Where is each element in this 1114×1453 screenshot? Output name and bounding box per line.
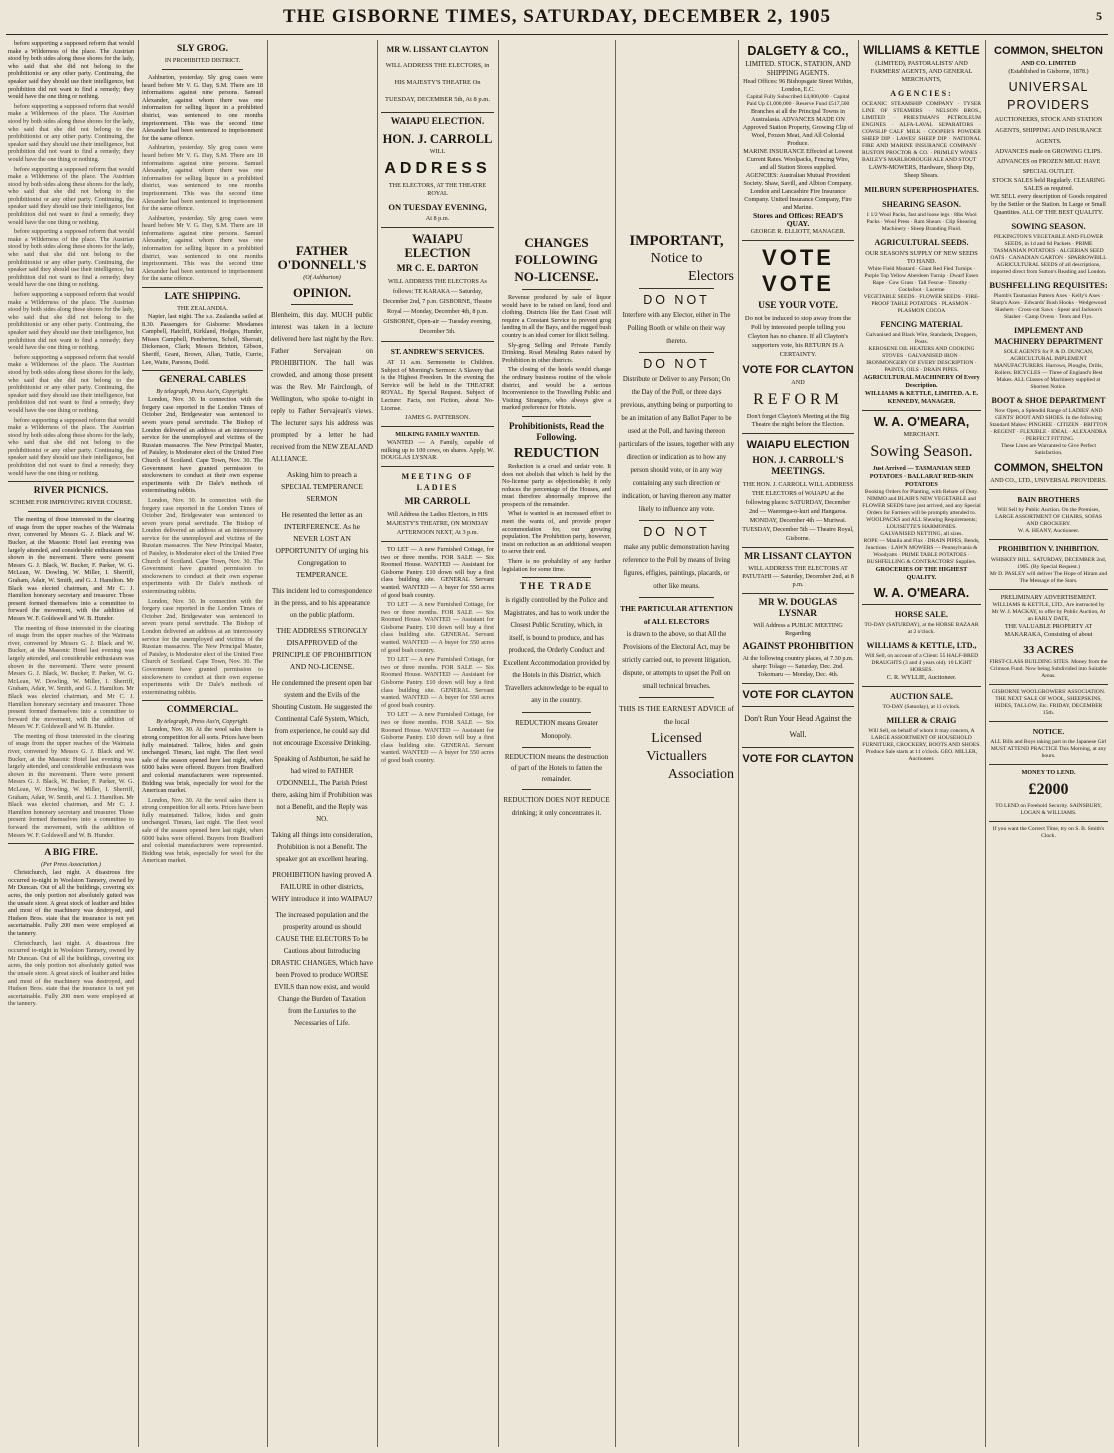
column-divider (267, 40, 268, 1447)
warranted: These Lines are Warranted to Give Perfect Satisfaction. (1000, 443, 1097, 456)
darton-heading: MR C. E. DARTON (396, 264, 479, 274)
divider (142, 370, 263, 371)
headline-opinion: OPINION. (293, 286, 351, 300)
sowing-season: Sowing Season. (870, 443, 973, 460)
carroll-meetings-body: THE HON. J. CARROLL WILL ADDRESS THE ELECTORS of WAIAPU at the following places: SATURDAY, December 2nd — Waerenga-o-kuri and Hangaroa. MONDAY, December 4th — Muriwai. TUESDAY, December 5th — Theatre Royal, Gisborne. (742, 481, 854, 542)
subhead: THE ZEALANDIA. (177, 305, 228, 313)
divider (742, 547, 854, 548)
waiapu-election: WAIAPU ELECTION (746, 439, 850, 451)
williams-kettle-sub: (LIMITED), PASTORALISTS' AND FARMERS' AGENTS, AND GENERAL MERCHANTS, (870, 60, 973, 83)
dalgety-agencies: AGENCIES: Australian Mutual Provident Society. Shaw, Savill, and Albion Company. London and Lancashire Fire Insurance Company. United Insurance Company, Fire and Marine. (743, 172, 853, 211)
lysnar-heading: MR W. DOUGLAS LYSNAR (758, 598, 838, 619)
divider (742, 747, 854, 748)
article-body: London, Nov. 30. At the wool sales there is strong competition for all sorts. Prices have been fully maintained. Tallow, hides and grain unchanged. Timaru, last night. The fleet wool sale of the season opened here last night, when 6000 bales were offered. Buyers from Bradford and colonial manufacturers were represented. Bidding was brisk, especially for wool for the American market. (142, 796, 263, 865)
meeting-ladies-heading: MEETING OF LADIES (401, 471, 474, 492)
divider (381, 112, 494, 113)
st-andrews-heading: ST. ANDREW'S SERVICES. (390, 347, 485, 356)
vote-for-clayton: VOTE FOR CLAYTON (742, 689, 854, 701)
page-number: 5 (1096, 9, 1102, 23)
against-prohibition: AGAINST PROHIBITION (742, 642, 854, 652)
article-body: There is no probability of any further legislation for some time. (502, 558, 611, 573)
dalgety-branches: Branches at all the Principal Towns in Australasia. ADVANCES MADE ON Approved Station Property, Growing Clip of Wool, Frozen Meat, And All Colonial Produce. (742, 108, 854, 147)
prohibition-inhibition: PROHIBITION V. INHIBITION. (998, 545, 1099, 553)
sowing-season: SOWING SEASON. (1011, 221, 1086, 231)
use-your-vote: USE YOUR VOTE. (758, 301, 838, 311)
omeara-heading: W. A. O'MEARA, (873, 415, 970, 429)
just-arrived: Just Arrived — TASMANIAN SEED POTATOES · BALLARAT RED-SKIN POTATOES (869, 465, 974, 488)
column-divider (498, 40, 499, 1447)
agencies-heading: AGENCIES: (890, 89, 953, 98)
common-shelton-sign: COMMON, SHELTON (994, 462, 1103, 474)
article-body: This incident led to correspondence in the press, and to his appearance on the public platform. (272, 587, 372, 619)
article-continuation: before supporting a supposed reform that would make a Wilderness of the place. The Austrian stood by both sides along these shores for the lady, who said that she did not belong to the prohibitionist or any other party. Continuing, the speaker said they should use their intelligence, but prohibition did not want to find a remedy; they would have the one thing or nothing. (8, 291, 134, 352)
article-body: London, Nov. 30. In connection with the forgery case reported in the London Times of October 2nd, Bridgewater was sentenced to seven years penal servitude. The Bishop of London delivered an address at an intercessory service for the unemployed and victims of the Russian massacres. The New Principal Master, of Paisley, is Moderator elect of the United Free Church of Scotland. Cape Town, Nov. 30. The Government have granted permission to stockowners to conduct at their own expense experiments with Dr Dale's methods of exterminating rabbits. (142, 597, 263, 696)
trade-body: is rigidly controlled by the Police and Magistrates, and has to work under the Closest Public Scrutiny, which, in itself, is bound to produce, and has produced, the Orderly Conduct and Excellent Accommodation provided by the Hotels in this District, which Travellers acknowledge to be equal to any in the country. (503, 597, 610, 705)
woolpacks: WOOLPACKS and ALL Shearing Requirements; LOUISETTE'S HARMONIES. (866, 517, 977, 530)
lissant-clayton-body: WILL ADDRESS THE ELECTORS AT PATUTAHI — Saturday, December 2nd, at 8 p.m. (742, 565, 854, 588)
dalgety-heading: DALGETY & CO., (747, 44, 849, 58)
divider (742, 240, 854, 241)
divider (989, 764, 1108, 765)
agricultural-seeds: AGRICULTURAL SEEDS. (874, 238, 969, 247)
established: (Established in Gisborne, 1878.) (1008, 68, 1089, 75)
foot-note: If you want the Correct Time, try on S. B. Smith's Clock. (992, 826, 1105, 839)
article-body: London, Nov. 30. In connection with the forgery case reported in the London Times of October 2nd, Bridgewater was sentenced to seven years penal servitude. The Bishop of London delivered an address at an intercessory service for the unemployed and victims of the Russian massacres. The New Principal Master, of Paisley, is Moderator elect of the United Free Church of Scotland. Cape Town, Nov. 30. The Government have granted permission to stockowners to conduct at their own expense experiments with Dr Dale's methods of exterminating rabbits. (142, 396, 263, 495)
advances: ADVANCES made on GROWING CLIPS. ADVANCES on FROZEN MEAT. HAVE SPECIAL OUTLET. (995, 148, 1102, 175)
horse-sale: HORSE SALE. (895, 610, 948, 619)
acres: 33 ACRES (1023, 644, 1074, 656)
article-body: The increased population and the prosperity around us should CAUSE THE ELECTORS To be Cautious about Introducing DRASTIC CHANGES, Which have been Proved to produce WORSE EVILS than now exist, and would Change the Burden of Taxation from the Luxuries to the Necessaries of Life. (271, 911, 373, 1027)
williams-kettle-sign: WILLIAMS & KETTLE, LIMITED. A. E. KENNEDY, MANAGER. (864, 390, 979, 405)
subhead: By telegraph, Press Ass'n, Copyright. (156, 388, 249, 396)
highlight-sermon: Asking him to preach a SPECIAL TEMPERANCE SERMON (281, 470, 363, 503)
common-shelton-sign-sub: AND CO., LTD., UNIVERSAL PROVIDERS. (990, 477, 1107, 484)
highlight-failure: PROHIBITION having proved A FAILURE in other districts, WHY introduce it into WAIPAU? (271, 870, 373, 903)
electors: Electors (688, 269, 734, 284)
article-continuation: before supporting a supposed reform that would make a Wilderness of the place. The Austrian stood by both sides along these shores for the lady, who said that she did not belong to the prohibitionist or any other party. Continuing, the speaker said they should use their intelligence, but prohibition did not want to find a remedy; they would have the one thing or nothing. (8, 102, 134, 163)
notice-to: Notice to (650, 251, 703, 266)
reform-heading: REFORM (753, 391, 843, 408)
milking-heading: MILKING FAMILY WANTED. (395, 431, 480, 439)
article-intro: before supporting a supposed reform that would make a Wilderness of the place. The Austrian stood by both sides along these shores for the lady, who said that she did not belong to the prohibitionist or any other party. Continuing, the speaker said they should use their intelligence, but prohibition did not want to find a remedy; they would have the one thing or nothing. (8, 40, 134, 101)
divider (142, 700, 263, 701)
victuallers: Victuallers (646, 749, 707, 764)
bushfelling: BUSHFELLING REQUISITES: (989, 280, 1108, 290)
sowing-body: Booking Orders for Planting, with Rebate of Duty. NIMMO and BLAIR'S NEW VEGETABLE and FLOWER SEEDS have just arrived, and any Special Orders for Farmers will be promptly attended to. (862, 489, 981, 516)
carroll-date: ON TUESDAY EVENING, (388, 202, 487, 212)
divider (381, 426, 494, 427)
divider (291, 304, 353, 305)
licensed: Licensed (651, 731, 702, 746)
carroll-will: WILL (429, 148, 446, 155)
divider (381, 341, 494, 342)
do-not-body: Distribute or Deliver to any Person; On the Day of the Poll, or three days previous, anything being or purporting to be an imitation of any Ballot Paper to be used at the Poll, and having thereon particulars of the issues, together with any direction or indication as to how any person should vote, or in any way containing any such direction or indication, or having thereon any matter likely to influence any vote. (619, 376, 734, 513)
article-body: Christchurch, last night. A disastrous fire occurred to-night in Woolston Tannery, owned by Mr Duncan. Out of all the buildings, covering six acres, the only portion not absolutely gutted was the unsafe store. A great stock of leather and hides and most of the machinery was destroyed, and Hudson Bros. state that the insurance is not yet ascertainable. Fully 200 men were employed at the tannery. (8, 939, 134, 1008)
goods-list: ROPE — Manila and Flax · DRAIN PIPES, Bends, Junctions · LAWN MOWERS — Pennsylvania & Woodyatts · PRIME TABLE POTATOES · BUSHFELLING & CONTRACTORS' Supplies. (863, 538, 980, 565)
article-body: Revenue produced by sale of liquor would have to be raised on land, food and clothing. Districts like the East Coast will require a Constant Service to prevent grog landing in all the Bays, and the rugged bush country is an ideal corner for illicit Selling. (502, 294, 611, 339)
patterson: JAMES G. PATTERSON. (405, 414, 470, 422)
article-body: The closing of the hotels would change the ordinary business routine of the whole district, and would be a serious Inconvenience to the Travelling Public and Visiting Strangers, who always give a marked preference for Hotels. (502, 366, 611, 412)
column-7 (742, 40, 854, 1447)
headline-general-cables: GENERAL CABLES (159, 375, 246, 386)
classified-ads: TO LET — A new Furnished Cottage, for two or three months. FOR SALE — Six Roomed House. WANTED — Assistant for Gisborne Pantry. £10 down will buy a first class building site. GENERAL Servant wanted. WANTED — A buyer for 550 acres of good bush country. (381, 656, 494, 709)
column-divider (985, 40, 986, 1447)
particular-body: is drawn to the above, so that All the Provisions of the Electoral Act, may be strictly carried out, to prevent litigation, dispute, or attempts to upset the Poll on small technical breaches. (622, 631, 731, 690)
subhead: IN PROHIBITED DISTRICT. (164, 57, 241, 64)
vote-for-clayton: VOTE FOR CLAYTON (742, 753, 854, 765)
dalgety-capital: Capital Fully Subscribed £4,000,000 · Capital Paid Up £1,000,000 · Reserve Fund £517,500 (746, 94, 850, 107)
article-body: Ashburton, yesterday. Sly grog cases were heard before Mr V. G. Day, S.M. There are 18 informations against nine persons. Samuel Alexander, against whom there was one information for selling liquor in a prohibited district, was sentenced to one months imprisonment. This was the second time Alexander had been sentenced to imprisonment for the same offence. (142, 144, 263, 213)
mr-carroll-heading: MR CARROLL (404, 496, 471, 507)
bushfelling-body: Plumb's Tasmanian Pattern Axes · Kelly's Axes · Sharp's Axes · Edwards' Bush Hooks · Wedgewood Slashers · Cross-cut Saws · Spear and Jackson's Slasher · Camp Ovens · Tents and Flys. (990, 293, 1107, 320)
dont-run-head: Don't Run Your Head Against the Wall. (744, 714, 852, 739)
masthead (0, 0, 1114, 34)
divider (639, 520, 714, 521)
divider (522, 747, 591, 748)
st-andrews-body: AT 11 a.m. Sermonette to Children. Subject of Morning's Sermon: A Slavery that is the Highest Freedom. In the evening the Service will be held in the THEATRE ROYAL. By Special Request. Subject of Lecture: Facts, not Fiction, about No-License. (381, 359, 494, 412)
mr-carroll-body: Will Address the Ladies Electors, in HIS MAJESTY'S THEATRE, ON MONDAY AFTERNOON NEXT, At 3 p.m. (386, 510, 489, 536)
boot-body: Now Open, a Splendid Range of LADIES' AND GENTS' BOOT AND SHOES. In the following Standard Makes: PINGREE · CITIZEN · BRITTON · REGENT · FLEXIBLE · IDEAL · ALEXANDRA · PERFECT FITTING. (989, 408, 1108, 442)
common-shelton-sub: AND CO. LIMITED (1021, 60, 1076, 67)
dalgety-office: Head Offices: 96 Bishopsgate Street Within, London, E.C. (743, 78, 853, 93)
lawnmowers: LAWN-MOWERS, Hardware, Sheep Dip, Sheep Shears. (868, 164, 975, 179)
elliott: GEORGE R. ELLIOTT, MANAGER. (750, 228, 846, 235)
divider (989, 721, 1108, 722)
bain-body: Will Sell by Public Auction. On the Premises, LARGE ASSORTMENT OF CHAIRS, SOFAS AND CROCKERY. (995, 507, 1102, 527)
article-body: Ashburton, yesterday. Sly grog cases were heard before Mr V. G. Day, S.M. There are 18 informations against nine persons. Samuel Alexander, against whom there was one information for selling liquor in a prohibited district, was sentenced to one months imprisonment. This was the second time Alexander had been sentenced to imprisonment for the same offence. (142, 74, 263, 142)
auction-body: TO-DAY (Saturday), at 11 o'clock. (882, 704, 961, 710)
divider (862, 604, 981, 605)
dalgety-marine: MARINE INSURANCE Effected at Lowest Current Rates. Woolpacks, Fencing Wire, and all Station Stores supplied. (743, 148, 853, 171)
classified-ads: TO LET — A new Furnished Cottage, for two or three months. FOR SALE — Six Roomed House. WANTED — Assistant for Gisborne Pantry. £10 down will buy a first class building site. GENERAL Servant wanted. WANTED — A buyer for 550 acres of good bush country. (381, 601, 494, 654)
groceries: GROCERIES OF THE HIGHEST QUALITY. (875, 566, 968, 581)
miller-tail: Produce Sale starts at 11 o'clock. GEO. MILLER, Auctioneer. (865, 749, 978, 762)
lissant-clayton-heading: MR LISSANT CLAYTON (744, 552, 852, 562)
prohibitionists-heading: Prohibitionists, Read the Following. (508, 420, 605, 442)
vote-vote-heading: VOTE VOTE (762, 245, 834, 296)
article-body: What is wanted is an increased effort to meet the wants of, and provide proper accommodation for, our growing population. The Prohibition party, however, insist on reduction as an additional weapon to serve their end. (502, 510, 611, 556)
article-body: London, Nov. 30. At the wool sales there is strong competition for all sorts. Prices have been fully maintained. Tallow, hides and grain unchanged. Timaru, last night. The fleet wool sale of the season opened here last night, when 6000 bales were offered. Buyers from Bradford and colonial manufacturers were represented. Bidding was brisk, especially for wool for the American market. (142, 726, 263, 795)
pv-body: WHISKEY BILL. SATURDAY, DECEMBER 2nd, 1905. (By Special Request.) (990, 557, 1107, 570)
do-not-heading: DO NOT (643, 293, 710, 307)
column-divider (377, 40, 378, 1447)
darton-body: WILL ADDRESS THE ELECTORS As follows: TE KARAKA — Saturday, December 2nd, 7 p.m. GISBORNE, Theatre Royal — Monday, December 4th, 8 p.m. GISBORNE, Open-air — Tuesday evening, December 5th. (382, 278, 493, 335)
divider (989, 489, 1108, 490)
article-body: Ashburton, yesterday. Sly grog cases were heard before Mr V. G. Day, S.M. There are 18 informations against nine persons. Samuel Alexander, against whom there was one information for selling liquor in a prohibited district, was sentenced to one months imprisonment. This was the second time Alexander had been sentenced to imprisonment for the same offence. (142, 214, 263, 283)
carroll-heading: HON. J. CARROLL (382, 132, 493, 146)
notice: NOTICE. (1032, 727, 1065, 736)
subhead: By telegraph, Press Ass'n, Copyright. (156, 718, 249, 726)
omeara-sign: W. A. O'MEARA. (873, 586, 970, 600)
seeds-list: White Field Mustard · Giant Red Fled Turnips · Purple Top Yellow Aberdeen Turnip · Dwarf Essex Rape · Cow Grass · Tall Fescue · Timothy · Cocksfoot · Lucerne (864, 266, 979, 293)
article-body: Speaking of Ashburton, he said he had wired to FATHER O'DONNELL, The Parish Priest there, asking him if Prohibition was not a Benefit, and the Reply was NO. (271, 755, 373, 823)
headline-commercial: COMMERCIAL. (166, 705, 239, 716)
amount: £2000 (1028, 781, 1069, 798)
auction-sale: AUCTION SALE. (890, 692, 953, 701)
masthead-title: THE GISBORNE TIMES, SATURDAY, DECEMBER 2, 1905 (282, 6, 832, 27)
column-divider (858, 40, 859, 1447)
acres-body: FIRST-CLASS BUILDING SITES. Money from the Crimson Fund. Now being Subdivided into Suitable Areas. (989, 659, 1108, 679)
do-not-heading: DO NOT (643, 525, 710, 539)
headline-father-odonnell: FATHER O'DONNELL'S (277, 243, 367, 272)
highlight-interference: He resented the letter as an INTERFERENCE. As he NEVER LOST AN OPPORTUNITY Of urging his Congregation to TEMPERANCE. (275, 510, 369, 579)
column-8 (862, 40, 981, 1447)
bain-tail: W. A. HEANY, Auctioneer. (1017, 528, 1080, 534)
lissant-clayton-heading: MR W. LISSANT CLAYTON (386, 45, 489, 54)
divider (28, 511, 114, 512)
subhead: (Of Ashburton) (303, 274, 341, 281)
divider (8, 843, 134, 844)
agri-seeds: AGRICULTURAL SEEDS of all descriptions, imported direct from Sutton's Reading and London. (990, 262, 1107, 275)
shearing-season: SHEARING SEASON. (882, 200, 961, 209)
prelim-body: WILLIAMS & KETTLE, LTD., Are instructed by Mr W. J. MACKAY, to offer by Public Auction, At an EARLY DATE, (991, 602, 1106, 622)
horse-body: Will Sell, on account of a Client: 55 HALF-BRED DRAUGHTS (3 and 4 years old). 10 LIGHT HORSES. (864, 653, 979, 673)
association: Association (667, 767, 734, 782)
divider (522, 789, 591, 790)
article-continuation: before supporting a supposed reform that would make a Wilderness of the place. The Austrian stood by both sides along these shores for the lady, who said that she did not belong to the prohibitionist or any other party. Continuing, the speaker said they should use their intelligence, but prohibition did not want to find a remedy; they would have the one thing or nothing. (8, 228, 134, 289)
particular-attention: THE PARTICULAR ATTENTION of ALL ELECTORS (620, 604, 733, 626)
article-body: Taking all things into consideration, Prohibition is not a Benefit. The speaker got an excellent hearing. (271, 831, 373, 863)
column-5 (502, 40, 611, 1447)
common-shelton-heading: COMMON, SHELTON (994, 45, 1103, 57)
and-word: AND (791, 379, 805, 386)
divider (742, 706, 854, 707)
changes-headline: CHANGES FOLLOWING NO-LICENSE. (514, 235, 599, 284)
omeara-merchant: MERCHANT. (903, 431, 940, 438)
money-to-lend: MONEY TO LEND. (1021, 769, 1076, 776)
column-1 (8, 40, 134, 1447)
divider (989, 539, 1108, 540)
column-9 (989, 40, 1108, 1447)
we-sell: WE SELL every description of Goods required by the Settler or the Station. In Large or Small Quantities. ALL OF THE BEST QUALITY. (990, 193, 1107, 216)
divider (742, 433, 854, 434)
divider (522, 712, 591, 713)
reads-quay: Stores and Offices: READ'S QUAY. (752, 211, 844, 228)
vote-for-clayton: VOTE FOR CLAYTON (742, 364, 854, 376)
agri-sub: OUR SEASON'S SUPPLY OF NEW SEEDS TO HAND. (865, 250, 978, 265)
pv-lecture: Mr D. PASLEY will deliver The Hope of Hiram and The Message of the Stars. (989, 571, 1108, 584)
reduction-destruction: REDUCTION means the destruction of part of the Hotels to fatten the remainder. (504, 752, 609, 783)
waiapu-election-heading: WAIAPU ELECTION (404, 232, 471, 260)
divider (522, 577, 591, 578)
column-4 (381, 40, 494, 1447)
divider (742, 683, 854, 684)
agencies-list: OCEANIC STEAMSHIP COMPANY · TYSER LINE OF STEAMERS · NELSON BROS., LIMITED · PRIESTMAN'S PETROLEUM ENGINES · ALFA-LAVAL SEPARATORS · COWSLIP CALF MILK · COOPER'S POWDER SHEEP DIP · LAWES' SHEEP DIP · NATIONAL FIRE AND MARINE INSURANCE COMPANY · RUSTON PROCTOR & CO. · PRIMLEY WINES · BAILEY'S MARLBOROUGH ALE AND STOUT (862, 101, 981, 163)
earnest-advice: THIS IS THE EARNEST ADVICE of the local (619, 704, 734, 726)
divider (639, 597, 714, 598)
next-sale: GISBORNE WOOLGROWERS' ASSOCIATION. THE NEXT SALE OF WOOL, SHEEPSKINS, HIDES, TALLOW, Etc. FRIDAY, DECEMBER 15th. (991, 689, 1106, 716)
trade-heading: THE TRADE (519, 582, 594, 593)
divider (639, 697, 714, 698)
implement-dept: IMPLEMENT AND MACHINERY DEPARTMENT (994, 326, 1103, 346)
article-body: London, Nov. 30. In connection with the forgery case reported in the London Times of October 2nd, Bridgewater was sentenced to seven years penal servitude. The Bishop of London delivered an address at an intercessory service for the unemployed and victims of the Russian massacres. The New Principal Master, of Paisley, is Moderator elect of the United Free Church of Scotland. Cape Town, Nov. 30. The Government have granted permission to stockowners to conduct at their own expense experiments with Dr Dale's methods of exterminating rabbits. (142, 496, 263, 596)
do-not-body: Interfere with any Elector, either in The Polling Booth or while on their way thereto. (622, 312, 731, 345)
column-2 (142, 40, 263, 1447)
use-vote-body: Do not be induced to stop away from the Poll by interested people telling you Clayton has no chance. If all Clayton's supporters vote, his RETURN IS A CERTAINTY. (744, 315, 852, 358)
milburn: MILBURN SUPERPHOSPHATES. (864, 185, 979, 194)
headline-river-picnics: RIVER PICNICS. (33, 486, 109, 497)
article-body: Reduction is a cruel and unfair vote. It does not abolish that which is held by the No-license party as objectionable; it only reduces the percentage of the Houses, and must therefore abnormally improve the prospects of the remainder. (502, 462, 611, 508)
williams-kettle-heading: WILLIAMS & KETTLE (863, 45, 980, 57)
dalgety-sub: LIMITED. STOCK, STATION, AND SHIPPING AGENTS. (745, 60, 851, 77)
headline-big-fire: A BIG FIRE. (44, 848, 98, 859)
divider (989, 821, 1108, 822)
fencing-heading: FENCING MATERIAL (880, 320, 963, 329)
highlight-disapproved: THE ADDRESS STRONGLY DISAPPROVED of the PRINCIPLE OF PROHIBITION AND NO-LICENSE. (272, 626, 372, 671)
divider (381, 227, 494, 228)
miller-craig: MILLER & CRAIG (886, 716, 957, 725)
column-divider (738, 40, 739, 1447)
boot-shoe-dept: BOOT & SHOE DEPARTMENT (991, 396, 1106, 405)
article-body: Blenheim, this day. MUCH public interest was taken in a lecture delivered here last night by the Rev. Father Servajean on PROHIBITION. The hall was crowded, and among those present was the Rev. Mr Fairclough, of Wellington, who spoke to-night in reply to Father Servajean's views. The lecturer says his address was prompted by a letter he had received from the NEW ZEALAND ALLIANCE. (271, 311, 373, 463)
money-body: TO LEND on Freehold Security. SAINSBURY, LOGAN & WILLIAMS. (995, 803, 1102, 816)
column-divider (138, 40, 139, 1447)
universal: UNIVERSAL (1008, 80, 1089, 94)
classified-ad: WANTED — A Family, capable of milking up to 100 cows, on shares. Apply, W. DOUGLAS LYSNAR. (381, 439, 494, 462)
divider (381, 466, 494, 467)
fencing-body: Galvanised and Black Wire, Standards, Droppers, Posts. (865, 332, 978, 345)
kerosene-list: KEROSENE OIL HEATERS AND COOKING STOVES · GALVANISED IRON · IRONMONGERY OF EVERY DESCRIPTION · PAINTS, OILS · DRAIN PIPES. (866, 346, 977, 373)
vegetable-list: VEGETABLE SEEDS · FLOWER SEEDS · FIRE-PROOF TABLE POTATOES · PLASMON · PLASMON COCOA (863, 294, 980, 314)
important-heading: IMPORTANT, (629, 233, 724, 249)
auctioneers: AUCTIONEERS, STOCK AND STATION AGENTS, SHIPPING AND INSURANCE AGENTS. (994, 116, 1103, 145)
against-body: At the following country places, at 7.30 p.m. sharp: Tolago — Saturday, Dec. 2nd. Tokomaru — Monday, Dec. 4th. (742, 655, 854, 678)
galvanised-netting: GALVANISED NETTING, all sizes. (880, 531, 963, 537)
subhead: SCHEME FOR IMPROVING RIVER COURSE. (9, 499, 133, 507)
carroll-electors: THE ELECTORS, AT THE THEATRE ROYAL (388, 182, 487, 197)
divider (742, 593, 854, 594)
valuable-property: THE VALUABLE PROPERTY AT MAKARAKA, Consisting of about (1004, 623, 1093, 638)
stock-sales: STOCK SALES held Regularly. CLEARING SALES as required. (992, 177, 1105, 192)
williams-kettle: WILLIAMS & KETTLE, LTD., (866, 641, 977, 650)
carroll-meetings: HON. J. CARROLL'S MEETINGS. (752, 456, 844, 477)
divider (989, 684, 1108, 685)
divider (862, 410, 981, 411)
article-body: The meeting of those interested in the clearing of snags from the upper reaches of the Waimata river, convened by Messrs G. J. Black and W. Bucker, at the Masonic Hotel last evening was largely attended, and considerable enthusiasm was shown in the movement. There were present Messrs G. J. Black, W. Bucker, F. Parker, W. G. McLean, W. Dowling, W. Miller, I. Sherriff, Graham, Adair, W. Smith, and G. J. Hamilton. Mr Black was elected chairman, and Mr C. J. Hamilton honorary secretary and treasurer. Those present formed themselves into a committee to forward the movement, with the addition of Messrs W. F. Goldswell and W. B. Hunder. (8, 624, 134, 731)
waiapu-election-heading: WAIAPU ELECTION. (390, 117, 485, 127)
do-not-body: make any public demonstration having reference to the Poll by means of living figures, effigies, paintings, placards, or other like means. (622, 544, 731, 590)
machinery: AGRICULTURAL MACHINERY Of Every Description. (863, 374, 980, 389)
sowing-body: PILKINGTON'S VEGETABLE AND FLOWER SEEDS, in 1d and 6d Packets · PRIME TASMANIAN POTATOES · ALGERIAN SEED OATS · CANADIAN GARTON · SPARROWBILL (990, 234, 1107, 261)
lysnar-sub: Will Address a PUBLIC MEETING Regarding (753, 622, 843, 637)
do-not-heading: DO NOT (643, 357, 710, 371)
reform-body: Don't forget Clayton's Meeting at the Big Theatre the night before the Election. (746, 413, 850, 428)
subhead: (Per Press Association.) (41, 861, 101, 869)
article-body: Sly-grog Selling and Private Family Drinking. Road Metaling Rates raised by Prohibition in other districts. (502, 341, 611, 364)
headline-late-shipping: LATE SHIPPING. (164, 292, 241, 303)
lissant-clayton-body: WILL ADDRESS THE ELECTORS, in HIS MAJESTY'S THEATRE On TUESDAY, DECEMBER 5th, At 8 p.m. (385, 62, 490, 103)
headline-sly-grog: SLY GROG. (176, 44, 229, 54)
article-body: The meeting of those interested in the clearing of snags from the upper reaches of the Waimata river, convened by Messrs G. J. Black and W. Bucker, at the Masonic Hotel last evening was largely attended, and considerable enthusiasm was shown in the movement. There were present Messrs G. J. Black, W. Bucker, F. Parker, W. G. McLean, W. Dowling, W. Miller, I. Sherriff, Graham, Adair, W. Smith, and G. J. Hamilton. Mr Black was elected chairman, and Mr C. J. Hamilton honorary secretary and treasurer. Those present formed themselves into a committee to forward the movement, with the addition of Messrs W. F. Goldswell and W. B. Hunder. (8, 516, 134, 622)
wyllie: C. R. WYLLIE, Auctioneer. (886, 674, 957, 681)
classified-ads: TO LET — A new Furnished Cottage, for two or three months. FOR SALE — Six Roomed House. WANTED — Assistant for Gisborne Pantry. £10 down will buy a first class building site. GENERAL Servant wanted. WANTED — A buyer for 550 acres of good bush country. (381, 545, 494, 599)
preliminary-ad: PRELIMINARY ADVERTISEMENT. (1000, 594, 1097, 601)
article-body: Christchurch, last night. A disastrous fire occurred to-night in Woolston Tannery, owned by Mr Duncan. Out of all the buildings, covering six acres, the only portion not absolutely gutted was the unsafe store. A great stock of leather and hides and most of the machinery was destroyed, and Hudson Bros. state that the insurance is not yet ascertainable. Fully 200 men were employed at the tannery. (8, 869, 134, 937)
miller-body: Will Sell, on behalf of whom it may concern, A LARGE ASSORTMENT OF HOUSEHOLD FURNITURE, CROCKERY, BOOTS AND SHOES. (862, 728, 981, 748)
address-word: ADDRESS (384, 160, 491, 177)
divider (162, 69, 243, 70)
article-body: The meeting of those interested in the clearing of snags from the upper reaches of the Waimata river, convened by Messrs G. J. Black and W. Bucker, at the Masonic Hotel last evening was largely attended, and considerable enthusiasm was shown in the movement. There were present Messrs G. J. Black, W. Bucker, F. Parker, W. G. McLean, W. Dowling, W. Miller, I. Sherriff, Graham, Adair, W. Smith, and G. J. Hamilton. Mr Black was elected chairman, and Mr C. J. Hamilton honorary secretary and treasurer. Those present formed themselves into a committee to forward the movement, with the addition of Messrs W. F. Goldswell and W. B. Hunder. (8, 732, 134, 839)
divider (522, 416, 591, 417)
article-continuation: before supporting a supposed reform that would make a Wilderness of the place. The Austrian stood by both sides along these shores for the lady, who said that she did not belong to the prohibitionist or any other party. Continuing, the speaker said they should use their intelligence, but prohibition did not want to find a remedy; they would have the one thing or nothing. (8, 165, 134, 226)
article-body: Napier, last night. The s.s. Zealandia sailed at 8.30. Passengers for Gisborne: Mesdames Campbell, Hatcliff, Kirkland, Hodges, Hunder, Misses Campbell, Pemberton, Scholl, Sherratt, Dickenson, Clark; Messrs Brinton, Gibson, Sheriff, Grant, Brown, Allan, Tuttle, Currie, Lee, Waite, Parsons, Dodd. (142, 313, 263, 366)
masthead-rule (6, 34, 1108, 35)
divider (639, 352, 714, 353)
providers: PROVIDERS (1007, 98, 1090, 112)
bain-brothers: BAIN BROTHERS (1017, 495, 1080, 504)
divider (142, 287, 263, 288)
divider (8, 481, 134, 482)
article-continuation: before supporting a supposed reform that would make a Wilderness of the place. The Austrian stood by both sides along these shores for the lady, who said that she did not belong to the prohibitionist or any other party. Continuing, the speaker said they should use their intelligence, but prohibition did not want to find a remedy; they would have the one thing or nothing. (8, 353, 134, 414)
divider (639, 288, 714, 289)
divider (862, 686, 981, 687)
column-3 (271, 40, 373, 1447)
divider (381, 541, 494, 542)
reduction-heading: REDUCTION (513, 445, 600, 461)
horse-sub: TO-DAY (SATURDAY), at the HORSE BAZAAR at 2 o'clock. (864, 622, 979, 635)
divider (522, 289, 591, 290)
shearing-body: 1 1/2 Wool Packs, fast and loose legs · 8lbs Wool Packs · Wool Press · Ram Shears · Clip Shearing Machinery · Sheep Branding Fluid. (866, 212, 977, 232)
reduction-monopoly: REDUCTION means Greater Monopoly. (515, 718, 598, 740)
column-6 (619, 40, 734, 1447)
notice-body: ALL Bills and Boys taking part in the Japanese Girl MUST ATTEND PRACTICE This Morning, at any hours. (990, 739, 1107, 759)
column-divider (615, 40, 616, 1447)
divider (989, 589, 1108, 590)
article-body: He condemned the present open bar system and the Evils of the Shouting Custom. He suggested the Continental Café System, Which, from experience, he could say did not encourage Excessive Drinking. (271, 679, 373, 747)
implement-body: SOLE AGENTS for P. & D. DUNCAN, AGRICULTURAL IMPLEMENT MANUFACTURERS. Harrows, Ploughs, Drills, Rollers. BICYCLES — Three of England's Best Makes. ALL Classes of Machinery supplied at Shortest Notice. (994, 349, 1103, 390)
carroll-time: At 8 p.m. (425, 215, 450, 222)
classified-ads: TO LET — A new Furnished Cottage, for two or three months. FOR SALE — Six Roomed House. WANTED — Assistant for Gisborne Pantry. £10 down will buy a first class building site. GENERAL Servant wanted. WANTED — A buyer for 550 acres of good bush country. (381, 711, 494, 764)
reduction-concentrates: REDUCTION DOES NOT REDUCE drinking; it only concentrates it. (503, 795, 610, 817)
article-continuation: before supporting a supposed reform that would make a Wilderness of the place. The Austrian stood by both sides along these shores for the lady, who said that she did not belong to the prohibitionist or any other party. Continuing, the speaker said they should use their intelligence, but prohibition did not want to find a remedy; they would have the one thing or nothing. (8, 416, 134, 477)
